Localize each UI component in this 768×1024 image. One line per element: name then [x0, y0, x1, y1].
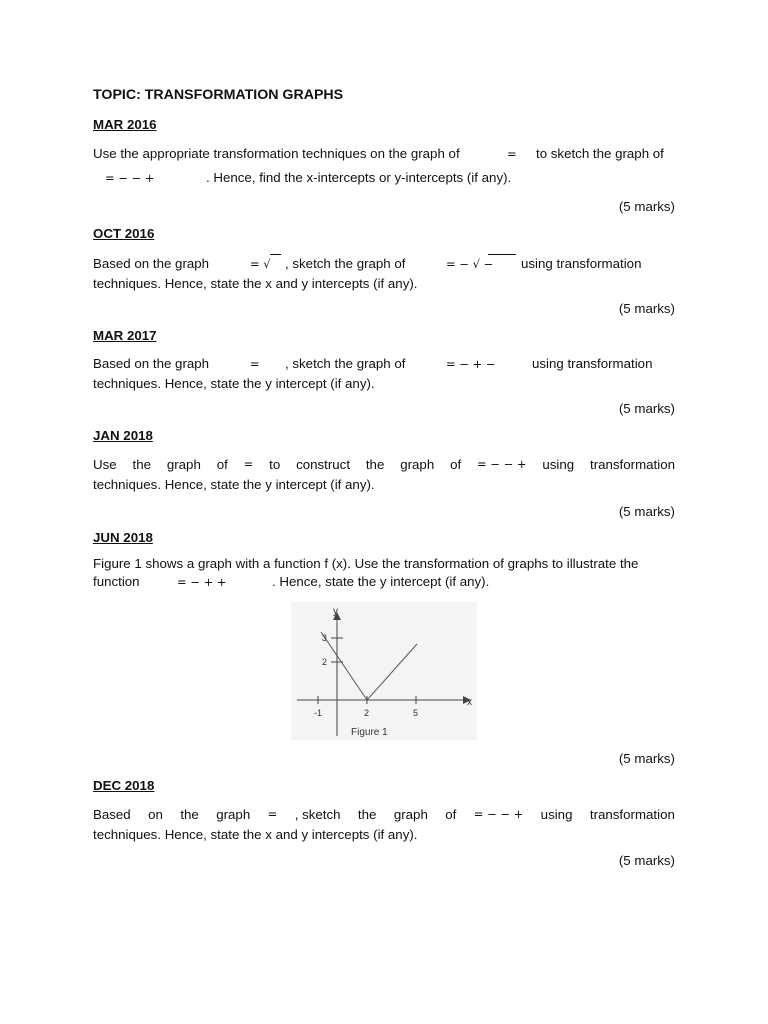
- y-tick-label: 2: [322, 657, 328, 667]
- page-title: TOPIC: TRANSFORMATION GRAPHS: [93, 87, 344, 103]
- q6-equation-base: =: [267, 807, 278, 821]
- q6-marks: (5 marks): [618, 853, 675, 868]
- q1-equation-base: =: [507, 147, 517, 161]
- q5-marks: (5 marks): [618, 751, 675, 766]
- q1-line1-text: Use the appropriate transformation techniques on the graph of: [93, 146, 460, 161]
- q6-word: using: [540, 807, 573, 822]
- q6-line2-text: techniques. Hence, state the x and y intercepts (if any).: [93, 827, 418, 842]
- q3-equation-base: =: [250, 357, 260, 371]
- q2-line1-text-end: using transformation: [521, 256, 642, 271]
- section-heading-jun-2018: JUN 2018: [93, 530, 153, 545]
- q4-equation-target: = − − +: [477, 457, 527, 471]
- q6-word: , sketch: [294, 807, 341, 822]
- q2-radical-bar: [270, 254, 281, 255]
- q3-line1-text-mid: , sketch the graph of: [285, 356, 406, 371]
- q6-line1: [93, 806, 675, 823]
- q5-equation-target: = − + +: [177, 575, 227, 589]
- q4-equation-base: =: [243, 457, 254, 471]
- x-tick-label: 5: [413, 708, 419, 718]
- q1-line2-text: . Hence, find the x-intercepts or y-intercepts (if any).: [206, 170, 512, 185]
- q4-word: of: [450, 457, 462, 472]
- q2-radical-bar-2: [488, 254, 516, 255]
- x-axis-label: x: [467, 697, 472, 708]
- x-tick-label: 2: [364, 708, 370, 718]
- q4-word: the: [365, 457, 385, 472]
- q5-line2-text-start: function: [93, 574, 140, 589]
- q2-marks: (5 marks): [618, 301, 675, 316]
- q4-marks: (5 marks): [618, 504, 675, 519]
- section-heading-mar-2016: MAR 2016: [93, 117, 157, 132]
- q4-word: of: [216, 457, 228, 472]
- section-heading-mar-2017: MAR 2017: [93, 328, 157, 343]
- q3-line1-text: Based on the graph: [93, 356, 210, 371]
- q6-word: transformation: [589, 807, 675, 822]
- q3-line1-text-end: using transformation: [532, 356, 653, 371]
- section-heading-oct-2016: OCT 2016: [93, 226, 155, 241]
- q4-word: the: [132, 457, 151, 472]
- q1-equation-target: = − − +: [105, 171, 155, 185]
- q4-word: graph: [400, 457, 435, 472]
- section-heading-dec-2018: DEC 2018: [93, 778, 155, 793]
- q1-marks: (5 marks): [618, 199, 675, 214]
- q6-word: graph: [393, 807, 428, 822]
- q6-word: the: [357, 807, 377, 822]
- q2-equation-target: = − √ −: [446, 257, 494, 271]
- q2-line1-text-mid: , sketch the graph of: [285, 256, 406, 271]
- q4-word: construct: [296, 457, 351, 472]
- figure-1-graph: [291, 602, 477, 740]
- q3-equation-target: = − + −: [446, 357, 496, 371]
- function-curve: [321, 632, 417, 700]
- q5-line1-text: Figure 1 shows a graph with a function f (x). Use the transformation of graphs to illustrate the: [93, 556, 639, 571]
- section-heading-jan-2018: JAN 2018: [93, 428, 153, 443]
- x-tick-label: -1: [314, 708, 323, 718]
- q3-marks: (5 marks): [618, 401, 675, 416]
- q3-line2-text: techniques. Hence, state the y intercept (if any).: [93, 376, 375, 391]
- q4-word: to: [269, 457, 281, 472]
- figure-caption: Figure 1: [351, 727, 388, 738]
- y-axis-label: y: [333, 606, 338, 617]
- q2-equation-base: = √: [250, 257, 271, 271]
- q4-line2-text: techniques. Hence, state the y intercept (if any).: [93, 477, 375, 492]
- q5-line2-text-end: . Hence, state the y intercept (if any).: [272, 574, 490, 589]
- q6-word: Based: [93, 807, 131, 822]
- q2-line2-text: techniques. Hence, state the x and y intercepts (if any).: [93, 276, 418, 291]
- q6-equation-target: = − − +: [473, 807, 524, 821]
- q1-line1-text-end: to sketch the graph of: [536, 146, 664, 161]
- q4-word: Use: [93, 457, 117, 472]
- y-tick-label: 3: [322, 633, 328, 643]
- q6-word: graph: [216, 807, 251, 822]
- q4-line1: [93, 456, 675, 473]
- q2-line1-text: Based on the graph: [93, 256, 210, 271]
- q6-word: of: [445, 807, 457, 822]
- q4-word: transformation: [590, 457, 675, 472]
- q4-word: using: [542, 457, 575, 472]
- q6-word: the: [180, 807, 199, 822]
- figure-1: [291, 602, 477, 740]
- q4-word: graph: [166, 457, 201, 472]
- q6-word: on: [148, 807, 163, 822]
